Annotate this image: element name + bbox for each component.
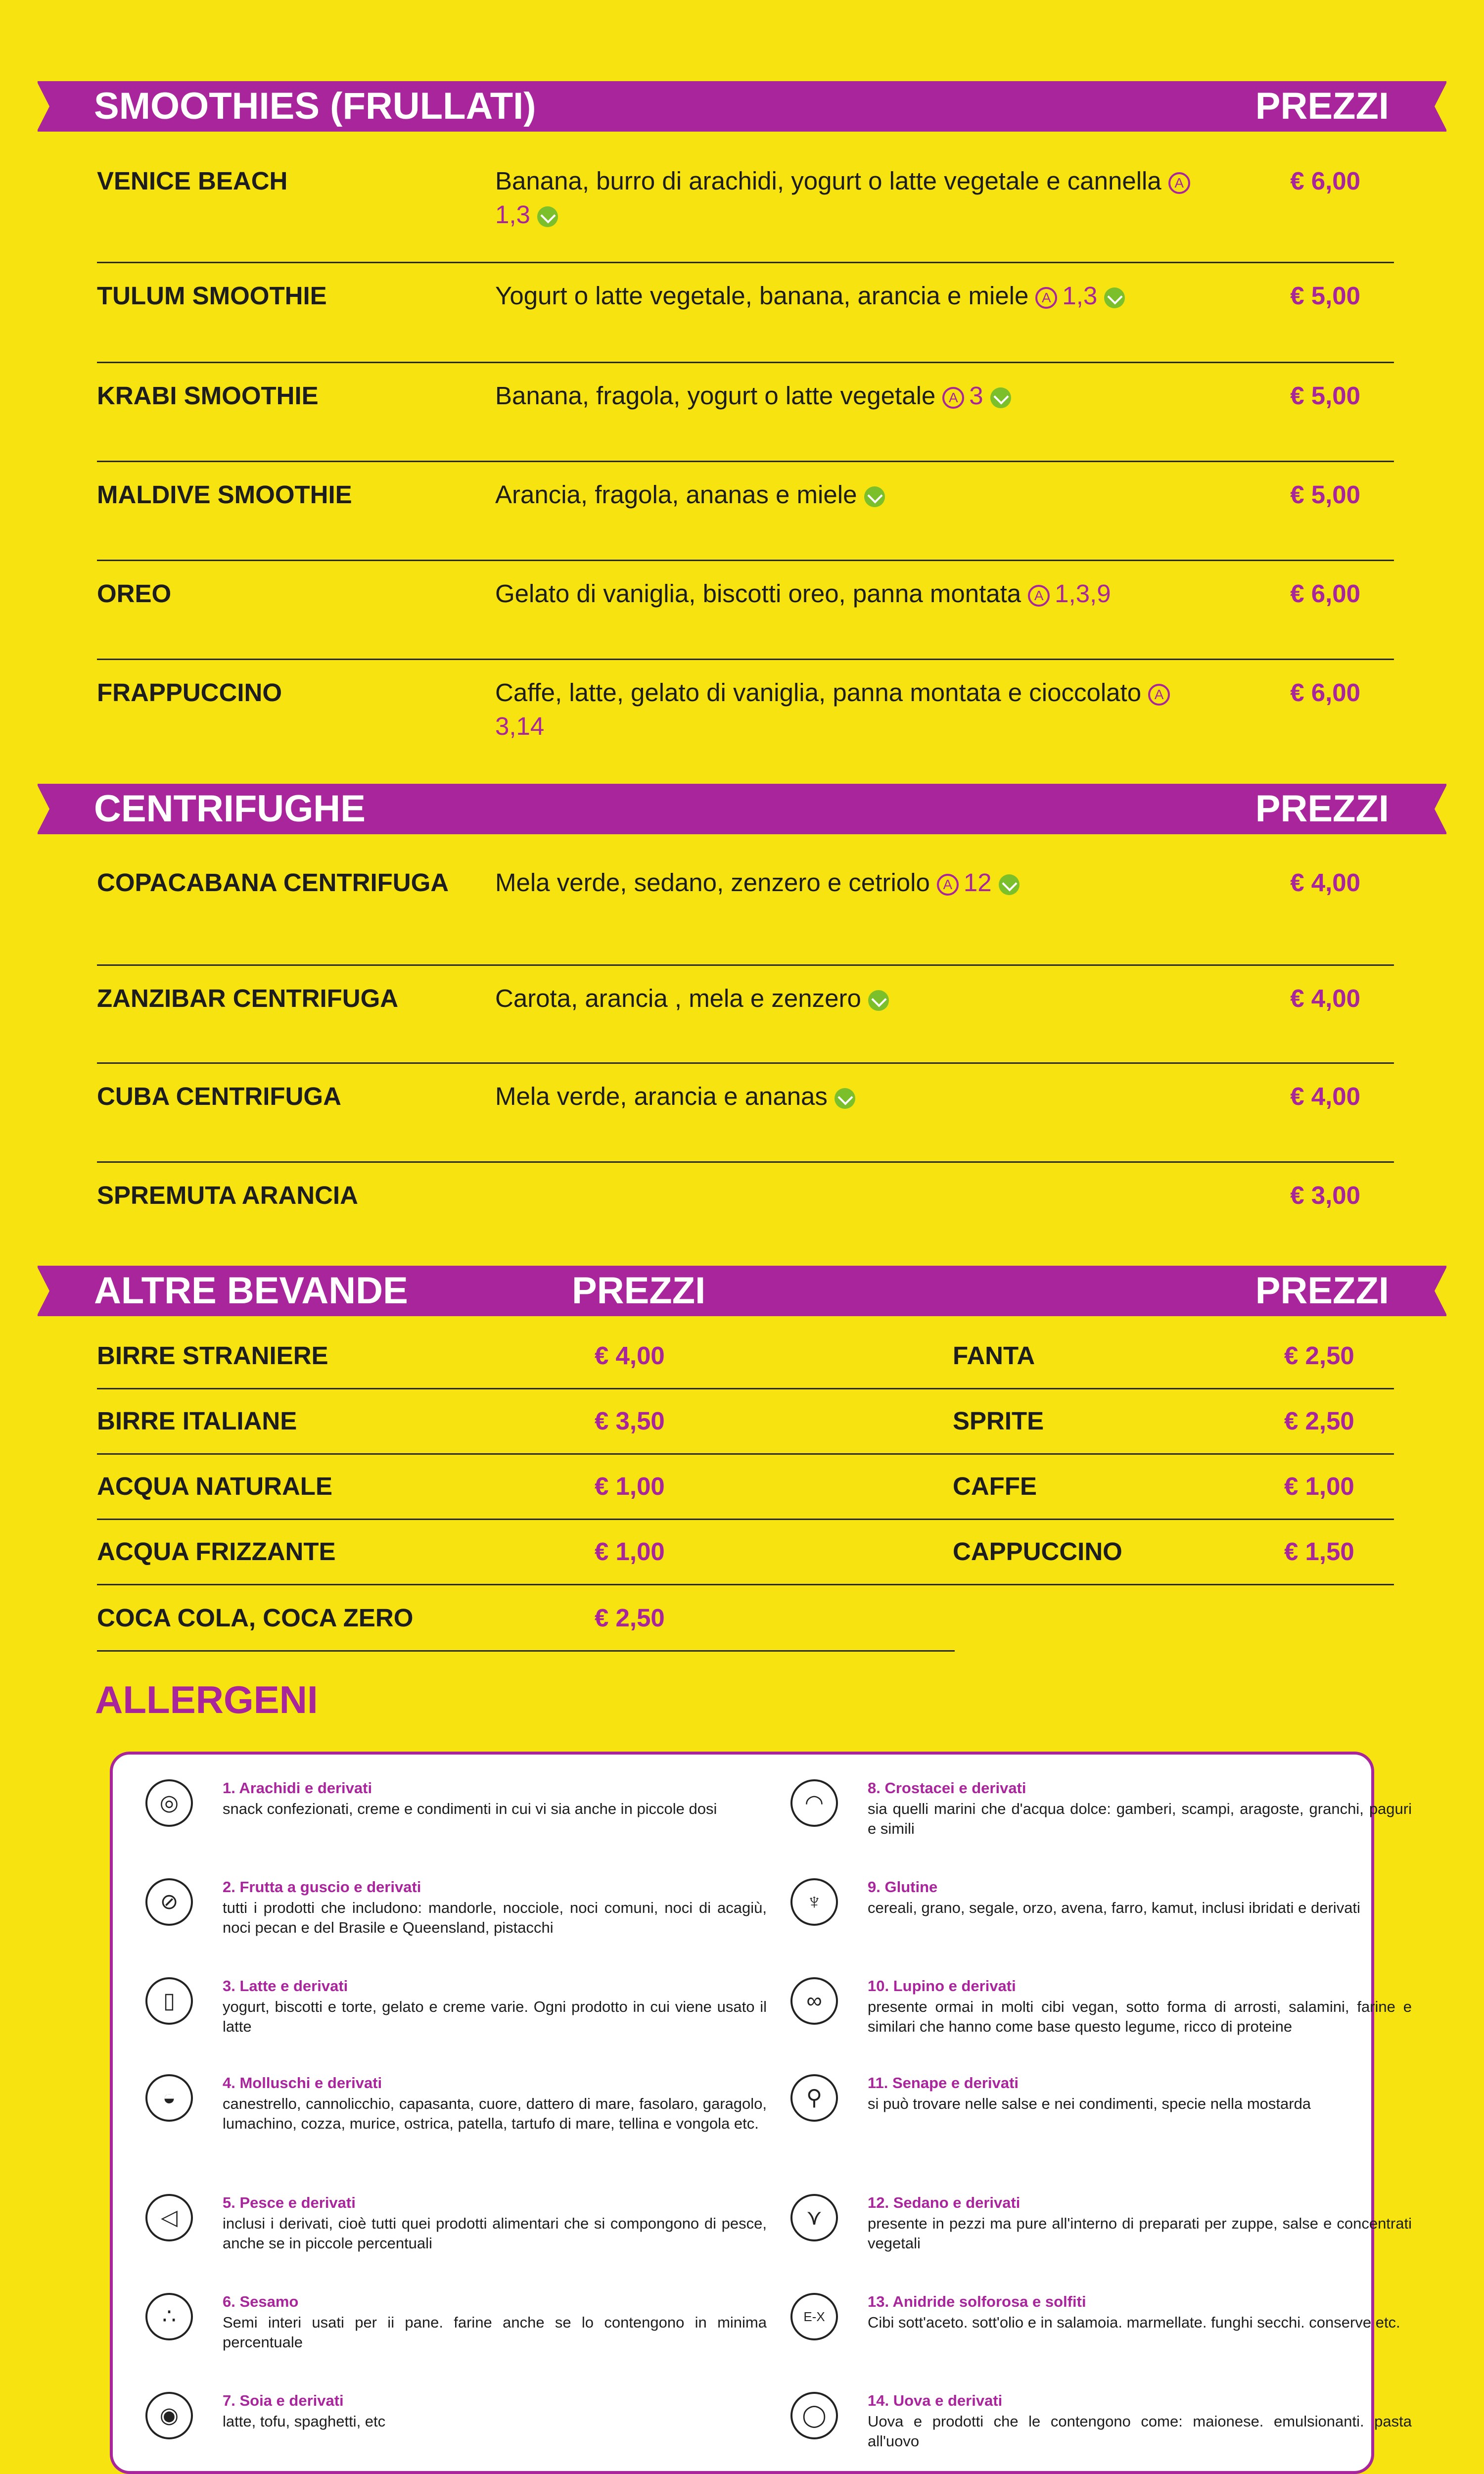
allergen-codes: 1,3 (1062, 282, 1098, 310)
item-description (495, 982, 1203, 1015)
item-description (495, 1080, 1203, 1113)
drink-name: FANTA (953, 1341, 1035, 1370)
item-name: CUBA CENTRIFUGA (97, 1082, 341, 1110)
drink-name: ACQUA FRIZZANTE (97, 1537, 336, 1566)
vegan-leaf-icon (864, 486, 885, 507)
allergen-icon: A (1035, 287, 1057, 309)
item-price: € 4,00 (1290, 868, 1360, 897)
allergen-title: 2. Frutta a guscio e derivati (223, 1878, 421, 1896)
item-price: € 6,00 (1290, 678, 1360, 707)
wheat-icon: ♆ (790, 1878, 838, 1926)
allergen-title: 1. Arachidi e derivati (223, 1779, 372, 1797)
item-description-text: Caffe, latte, gelato di vaniglia, panna montata e cioccolato (495, 678, 1142, 707)
drink-price: € 1,00 (595, 1472, 665, 1500)
vegan-leaf-icon (835, 1088, 855, 1109)
menu-item-row (97, 462, 1394, 561)
item-description-text: Gelato di vaniglia, biscotti oreo, panna montata (495, 579, 1021, 608)
smoothies-price-header: PREZZI (1255, 85, 1389, 127)
menu-item-row (97, 363, 1394, 462)
row-divider (97, 1584, 955, 1585)
item-description-text: Banana, burro di arachidi, yogurt o latte vegetale e cannella (495, 167, 1161, 195)
allergen-description: canestrello, cannolicchio, capasanta, cuore, dattero di mare, fasolaro, garagolo, lumachino, cozza, murice, ostrica, patella, tartufo di mare, tellina e vongola etc. (223, 2095, 767, 2132)
item-name: ZANZIBAR CENTRIFUGA (97, 984, 399, 1012)
centrifughe-title: CENTRIFUGHE (94, 788, 366, 830)
row-divider (953, 1584, 1394, 1585)
item-price: € 5,00 (1290, 381, 1360, 410)
allergen-title: 14. Uova e derivati (868, 2392, 1003, 2409)
item-name: SPREMUTA ARANCIA (97, 1181, 358, 1209)
smoothies-header (38, 81, 1446, 132)
menu-item-row (97, 1064, 1394, 1163)
vegan-leaf-icon (990, 387, 1011, 408)
menu-item-row (97, 263, 1394, 363)
item-price: € 6,00 (1290, 579, 1360, 608)
item-description (495, 279, 1203, 313)
allergen-title: 4. Molluschi e derivati (223, 2074, 382, 2092)
item-price: € 4,00 (1290, 984, 1360, 1012)
item-description-text: Arancia, fragola, ananas e miele (495, 480, 857, 509)
row-divider (97, 1650, 955, 1652)
item-price: € 4,00 (1290, 1082, 1360, 1110)
drink-name: COCA COLA, COCA ZERO (97, 1604, 414, 1632)
item-description (495, 866, 1203, 900)
item-description-text: Banana, fragola, yogurt o latte vegetale (495, 381, 936, 410)
allergeni-panel (110, 1752, 1412, 2474)
allergen-codes: 1,3,9 (1055, 579, 1111, 608)
allergen-title: 10. Lupino e derivati (868, 1977, 1016, 1995)
allergen-description: yogurt, biscotti e torte, gelato e creme varie. Ogni prodotto in cui viene usato il latte (223, 1998, 767, 2035)
altre-bevande-price-header-right: PREZZI (1255, 1270, 1389, 1312)
allergeni-title: ALLERGENI (95, 1678, 318, 1721)
menu-item-row (97, 660, 1394, 769)
allergen-title: 9. Glutine (868, 1878, 938, 1896)
allergen-title: 12. Sedano e derivati (868, 2194, 1020, 2211)
centrifughe-price-header: PREZZI (1255, 788, 1389, 830)
allergen-icon: A (1168, 172, 1190, 194)
shell-icon: ◒ (145, 2074, 193, 2122)
drink-row (953, 1455, 1394, 1520)
allergen-description: Semi interi usati per ii pane. farine anche se lo contengono in minima percentuale (223, 2314, 767, 2351)
drink-price: € 3,50 (595, 1407, 665, 1435)
shrimp-icon: ◠ (790, 1779, 838, 1827)
allergen-icon: A (942, 387, 964, 409)
drink-price: € 1,50 (1284, 1537, 1354, 1566)
allergen-description: Cibi sott'aceto. sott'olio e in salamoia. marmellate. funghi secchi. conserve etc. (868, 2314, 1400, 2331)
sesame-icon: ∴ (145, 2293, 193, 2340)
item-description (495, 577, 1203, 611)
allergen-title: 6. Sesamo (223, 2293, 299, 2310)
item-description (495, 478, 1203, 512)
allergen-description: latte, tofu, spaghetti, etc (223, 2413, 386, 2430)
drink-row (97, 1455, 955, 1520)
allergen-title: 3. Latte e derivati (223, 1977, 348, 1995)
drink-row (97, 1389, 955, 1455)
allergen-description: tutti i prodotti che includono: mandorle, nocciole, noci comuni, noci di acagiù, noci pecan e del Brasile e Queensland, pistacchi (223, 1899, 767, 1936)
drink-name: SPRITE (953, 1407, 1044, 1435)
lupin-icon: ∞ (790, 1977, 838, 2025)
allergen-title: 11. Senape e derivati (868, 2074, 1019, 2092)
item-name: FRAPPUCCINO (97, 678, 282, 707)
drink-price: € 1,00 (1284, 1472, 1354, 1500)
item-description (495, 676, 1203, 743)
item-price: € 5,00 (1290, 480, 1360, 509)
allergen-icon: A (937, 874, 959, 896)
soy-icon: ◉ (145, 2392, 193, 2439)
allergen-title: 7. Soia e derivati (223, 2392, 344, 2409)
menu-item-row (97, 1163, 1394, 1247)
item-name: COPACABANA CENTRIFUGA (97, 868, 449, 897)
allergen-title: 13. Anidride solforosa e solfiti (868, 2293, 1086, 2310)
item-description-text: Carota, arancia , mela e zenzero (495, 984, 861, 1012)
allergen-icon: A (1148, 684, 1170, 706)
altre-bevande-header (38, 1266, 1446, 1316)
peanut-icon: ◎ (145, 1779, 193, 1827)
vegan-leaf-icon (1104, 287, 1125, 308)
drink-price: € 4,00 (595, 1341, 665, 1370)
celery-icon: ⋎ (790, 2194, 838, 2241)
allergen-description: Uova e prodotti che le contengono come: maionese. emulsionanti. pasta all'uovo (868, 2413, 1412, 2450)
allergen-description: si può trovare nelle salse e nei condimenti, specie nella mostarda (868, 2095, 1311, 2112)
drink-row (97, 1586, 955, 1652)
drink-name: CAFFE (953, 1472, 1037, 1500)
sulphite-icon: E-X (790, 2293, 838, 2340)
milk-icon: ▯ (145, 1977, 193, 2025)
drink-row (953, 1389, 1394, 1455)
item-price: € 5,00 (1290, 282, 1360, 310)
drink-name: BIRRE ITALIANE (97, 1407, 297, 1435)
drink-name: CAPPUCCINO (953, 1537, 1122, 1566)
item-price: € 3,00 (1290, 1181, 1360, 1209)
fish-icon: ◁ (145, 2194, 193, 2241)
drink-price: € 1,00 (595, 1537, 665, 1566)
allergen-codes: 12 (963, 868, 992, 897)
vegan-leaf-icon (999, 874, 1020, 895)
allergen-description: inclusi i derivati, cioè tutti quei prodotti alimentari che si compongono di pesce, anche se in piccole percentuali (223, 2215, 767, 2252)
allergen-codes: 3,14 (495, 712, 545, 740)
drink-row (953, 1520, 1394, 1585)
allergen-description: cereali, grano, segale, orzo, avena, farro, kamut, inclusi ibridati e derivati (868, 1899, 1360, 1916)
vegan-leaf-icon (537, 206, 558, 227)
drink-row (97, 1324, 955, 1389)
allergen-icon: A (1028, 585, 1050, 607)
menu-item-row (97, 966, 1394, 1064)
item-name: KRABI SMOOTHIE (97, 381, 319, 410)
item-name: VENICE BEACH (97, 167, 288, 195)
menu-item-row (97, 148, 1394, 263)
centrifughe-header (38, 784, 1446, 834)
item-description-text: Yogurt o latte vegetale, banana, arancia e miele (495, 282, 1029, 310)
altre-bevande-title: ALTRE BEVANDE (94, 1270, 408, 1312)
item-name: OREO (97, 579, 172, 608)
smoothies-title: SMOOTHIES (FRULLATI) (94, 85, 536, 127)
nut-icon: ⊘ (145, 1878, 193, 1926)
item-description (495, 164, 1203, 232)
item-description-text: Mela verde, sedano, zenzero e cetriolo (495, 868, 930, 897)
allergen-description: presente in pezzi ma pure all'interno di preparati per zuppe, salse e concentrati vegetali (868, 2215, 1412, 2252)
altre-bevande-price-header-left: PREZZI (572, 1270, 706, 1312)
item-description-text: Mela verde, arancia e ananas (495, 1082, 828, 1110)
drink-price: € 2,50 (595, 1604, 665, 1632)
allergen-description: presente ormai in molti cibi vegan, sotto forma di arrosti, salamini, farine e similari che hanno come base questo legume, ricco di proteine (868, 1998, 1412, 2035)
menu-item-row (97, 850, 1394, 966)
vegan-leaf-icon (868, 990, 889, 1011)
allergen-description: sia quelli marini che d'acqua dolce: gamberi, scampi, aragoste, granchi, paguri e simili (868, 1800, 1412, 1837)
egg-icon: ◯ (790, 2392, 838, 2439)
drink-row (97, 1520, 955, 1585)
menu-item-row (97, 561, 1394, 660)
drink-price: € 2,50 (1284, 1341, 1354, 1370)
item-description (495, 379, 1203, 413)
item-name: MALDIVE SMOOTHIE (97, 480, 352, 509)
drink-name: ACQUA NATURALE (97, 1472, 332, 1500)
drink-name: BIRRE STRANIERE (97, 1341, 328, 1370)
allergen-description: snack confezionati, creme e condimenti in cui vi sia anche in piccole dosi (223, 1800, 717, 1817)
drink-row (953, 1324, 1394, 1389)
allergen-codes: 3 (969, 381, 983, 410)
allergen-title: 8. Crostacei e derivati (868, 1779, 1026, 1797)
mustard-icon: ⚲ (790, 2074, 838, 2122)
item-price: € 6,00 (1290, 167, 1360, 195)
drink-price: € 2,50 (1284, 1407, 1354, 1435)
allergen-title: 5. Pesce e derivati (223, 2194, 356, 2211)
item-name: TULUM SMOOTHIE (97, 282, 327, 310)
allergen-codes: 1,3 (495, 200, 530, 229)
